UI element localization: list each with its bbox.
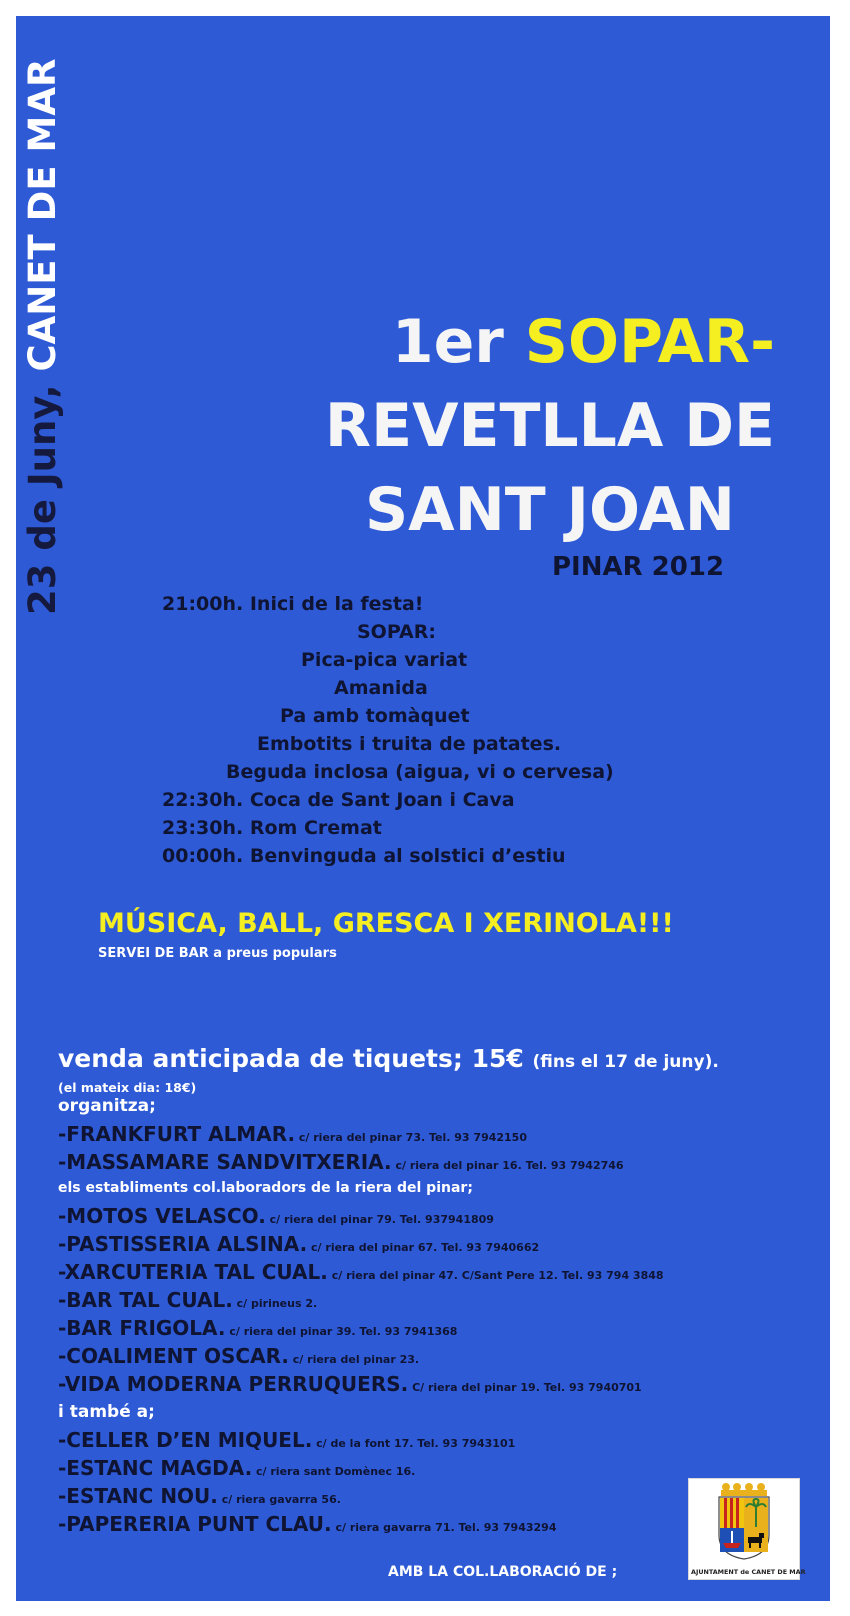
catalan-stripes-icon [720,1498,744,1528]
collaborators-heading: els establiments col.laboradors de la riera del pinar; [58,1180,473,1196]
bar-service-label: SERVEI DE BAR [98,946,209,961]
collaborator-name: -BAR FRIGOLA. [58,1316,226,1340]
collaborator-address: c/ riera del pinar 67. Tel. 93 7940662 [307,1241,540,1254]
logo-caption: AJUNTAMENT de CANET DE MAR [691,1568,806,1576]
menu-item-4: Embotits i truita de patates. [257,733,562,755]
crown-icon [721,1483,767,1496]
program-text: Inici de la festa! [243,593,424,615]
also-name: -CELLER D’EN MIQUEL. [58,1428,313,1452]
collaborator-address: c/ riera del pinar 79. Tel. 937941809 [265,1213,494,1226]
collaborator-address: c/ riera del pinar 47. C/Sant Pere 12. Tel. 93 794 3848 [327,1269,664,1282]
ticket-presale-note: (fins el 17 de juny). [532,1052,719,1072]
organizers-heading: organitza; [58,1096,156,1116]
program-time: 21:00h. [162,593,244,615]
collaborator-name: -MOTOS VELASCO. [58,1204,266,1228]
also-item [58,1512,556,1536]
side-date: 23 de Juny, [21,384,64,615]
program-text: Benvinguda al solstici d’estiu [243,845,566,867]
collaborator-name: -XARCUTERIA TAL CUAL. [58,1260,328,1284]
program-text: Rom Cremat [243,817,382,839]
also-name: -ESTANC NOU. [58,1484,218,1508]
also-item [58,1456,415,1480]
collaboration-note: AMB LA COL.LABORACIÓ DE ; [388,1564,618,1580]
collaborator-item [58,1232,539,1256]
title-highlight: SOPAR- [524,307,775,377]
collaborator-address: c/ pirineus 2. [232,1297,318,1310]
program-row-4 [162,845,566,867]
ticket-same-day: (el mateix dia: 18€) [58,1080,197,1095]
collaborator-address: c/ riera del pinar 39. Tel. 93 7941368 [225,1325,458,1338]
menu-heading: SOPAR: [357,621,436,643]
menu-item-5: Beguda inclosa (aigua, vi o cervesa) [226,761,614,783]
collaborator-item [58,1288,317,1312]
collaborator-item [58,1344,419,1368]
program-time: 23:30h. [162,817,244,839]
organizer-address: c/ riera del pinar 73. Tel. 93 7942150 [295,1131,527,1144]
ship-icon [720,1528,744,1552]
organizer-address: c/ riera del pinar 16. Tel. 93 7942746 [391,1159,624,1172]
title-line-1 [235,300,775,384]
also-name: -ESTANC MAGDA. [58,1456,253,1480]
title-subtitle: PINAR 2012 [552,552,725,582]
menu-item-1: Pica-pica variat [301,649,468,671]
collaborator-item [58,1260,664,1284]
also-name: -PAPERERIA PUNT CLAU. [58,1512,332,1536]
side-date-text [21,58,64,615]
title-line-2: REVETLLA DE [324,391,775,461]
side-place: CANET DE MAR [21,58,64,385]
music-slogan: MÚSICA, BALL, GRESCA I XERINOLA!!! [98,908,674,939]
collaborator-item [58,1372,642,1396]
collaborator-item [58,1204,494,1228]
organizer-item [58,1122,527,1146]
ticket-presale [58,1044,719,1073]
also-item [58,1484,341,1508]
title-line-3: SANT JOAN [364,475,735,545]
palm-tree-icon [744,1498,768,1528]
collaborator-address: C/ riera del pinar 19. Tel. 93 7940701 [408,1381,642,1394]
collaborator-address: c/ riera del pinar 23. [288,1353,420,1366]
also-item [58,1428,515,1452]
collaborator-name: -VIDA MODERNA PERRUQUERS. [58,1372,409,1396]
program-text: Coca de Sant Joan i Cava [243,789,515,811]
collaborator-item [58,1316,457,1340]
organizer-name: -FRANKFURT ALMAR. [58,1122,296,1146]
menu-item-3: Pa amb tomàquet [280,705,470,727]
bar-service-detail: a preus populars [208,946,337,961]
collaborator-name: -COALIMENT OSCAR. [58,1344,289,1368]
also-heading: i també a; [58,1402,155,1422]
program-time: 22:30h. [162,789,244,811]
town-hall-logo [688,1478,806,1580]
program-row-3 [162,817,382,839]
organizer-name: -MASSAMARE SANDVITXERIA. [58,1150,392,1174]
ticket-presale-main: venda anticipada de tiquets; 15€ [58,1044,533,1073]
also-address: c/ riera gavarra 56. [217,1493,341,1506]
program-row-2 [162,789,515,811]
program-row-1 [162,593,423,615]
organizer-item [58,1150,624,1174]
collaborator-name: -PASTISSERIA ALSINA. [58,1232,308,1256]
also-address: c/ de la font 17. Tel. 93 7943101 [312,1437,516,1450]
collaborator-name: -BAR TAL CUAL. [58,1288,233,1312]
dog-icon [744,1528,768,1552]
also-address: c/ riera sant Domènec 16. [252,1465,416,1478]
title-prefix: 1er [391,307,525,377]
coat-of-arms-icon [689,1479,799,1563]
event-title [235,300,775,552]
menu-item-2: Amanida [334,677,428,699]
program-time: 00:00h. [162,845,244,867]
bar-service-note [98,946,337,961]
also-address: c/ riera gavarra 71. Tel. 93 7943294 [331,1521,557,1534]
